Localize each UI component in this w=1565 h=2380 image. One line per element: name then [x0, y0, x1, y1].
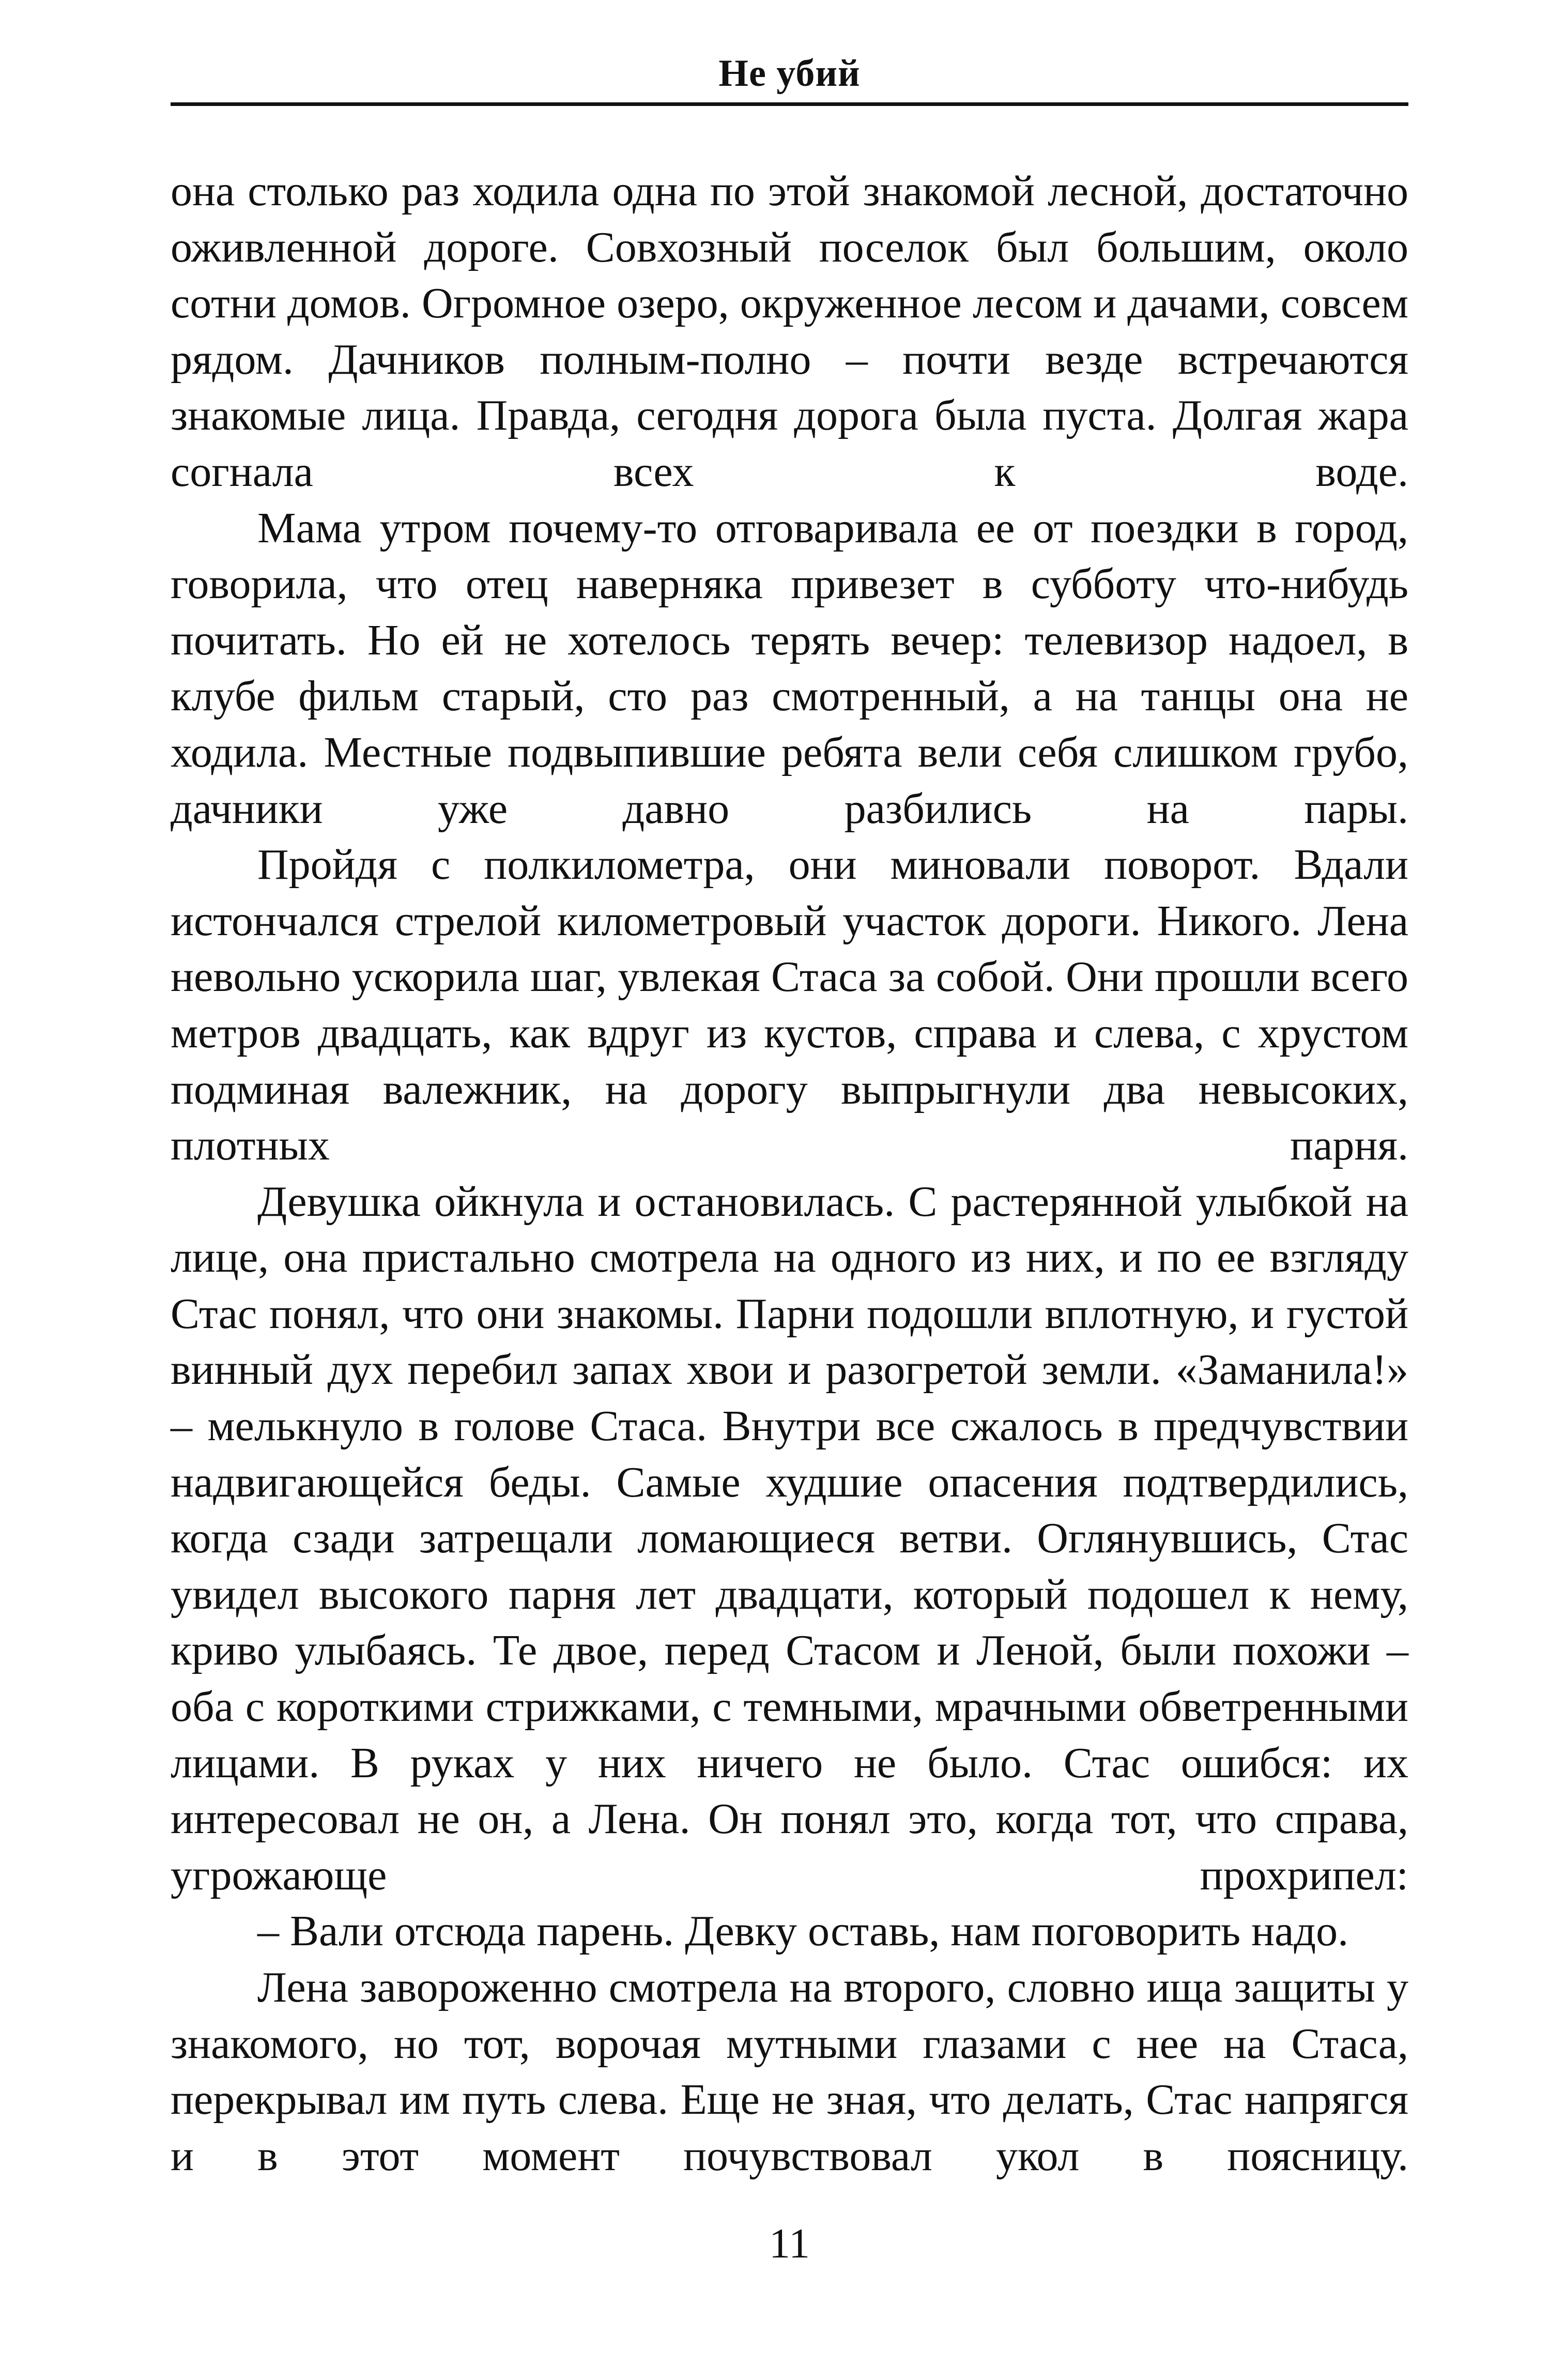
- header-rule: [171, 102, 1408, 106]
- paragraph: она столько раз ходила одна по этой знакомой лесной, достаточно оживленной дороге. Совхозный поселок был большим, около сотни домов. Огромное озеро, окруженное лесом и дачами, совсем рядом. Дачников полным-полно – почти везде встречаются знакомые лица. Правда, сегодня дорога была пуста. Долгая жара согнала всех к воде.: [171, 167, 1408, 496]
- paragraph: Девушка ойкнула и остановилась. С растерянной улыбкой на лице, она пристально смотрела на одного из них, и по ее взгляду Стас понял, что они знакомы. Парни подошли вплотную, и густой винный дух перебил запах хвои и разогретой земли. «Заманила!» – мелькнуло в голове Стаса. Внутри все сжалось в предчувствии надвигающейся беды. Самые худшие опасения подтвердились, когда сзади затрещали ломающиеся ветви. Оглянувшись, Стас увидел высокого парня лет двадцати, который подошел к нему, криво улыбаясь. Те двое, перед Стасом и Леной, были похожи – оба с короткими стрижками, с темными, мрачными обветренными лицами. В руках у них ничего не было. Стас ошибся: их интересовал не он, а Лена. Он понял это, когда тот, что справа, угрожающе прохрипел:: [171, 1177, 1408, 1899]
- paragraph: Мама утром почему-то отговаривала ее от поездки в город, говорила, что отец наверняка привезет в субботу что-нибудь почитать. Но ей не хотелось терять вечер: телевизор надоел, в клубе фильм старый, сто раз смотренный, а на танцы она не ходила. Местные подвыпившие ребята вели себя слишком грубо, дачники уже давно разбились на пары.: [171, 504, 1408, 833]
- running-title: Не убий: [718, 52, 861, 95]
- paragraph: Лена завороженно смотрела на второго, словно ища защиты у знакомого, но тот, ворочая мутными глазами с нее на Стаса, перекрывал им путь слева. Еще не зная, что делать, Стас напрягся и в этот момент почувствовал укол в поясницу.: [171, 1963, 1408, 2180]
- paragraph: Пройдя с полкилометра, они миновали поворот. Вдали истончался стрелой километровый участок дороги. Никого. Лена невольно ускорила шаг, увлекая Стаса за собой. Они прошли всего метров двадцать, как вдруг из кустов, справа и слева, с хрустом подминая валежник, на дорогу выпрыгнули два невысоких, плотных парня.: [171, 841, 1408, 1170]
- page-number: 11: [769, 2220, 810, 2267]
- body-text: [171, 163, 1408, 2184]
- dialogue-line: – Вали отсюда парень. Девку оставь, нам поговорить надо.: [257, 1907, 1349, 1956]
